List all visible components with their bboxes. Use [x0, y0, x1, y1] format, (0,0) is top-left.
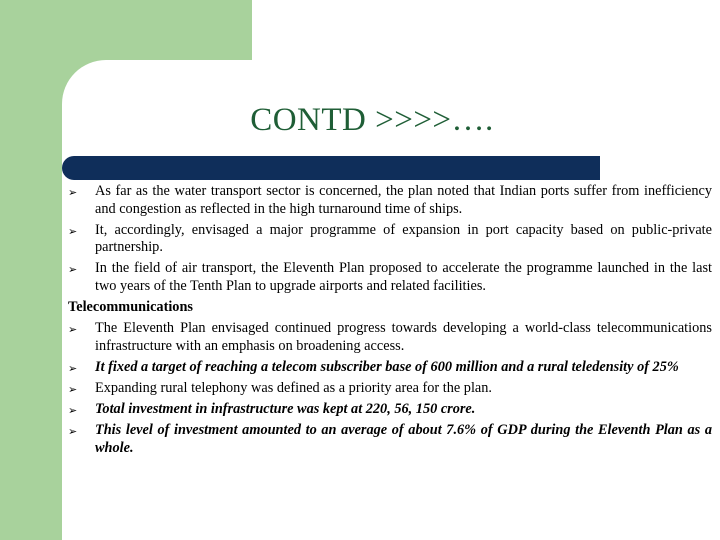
bullet-item: [68, 359, 712, 377]
arrow-bullet-icon: ➢: [68, 425, 78, 439]
bullet-text: It, accordingly, envisaged a major programme of expansion in port capacity based on public-private partnership.: [95, 221, 712, 256]
bullet-item: [68, 422, 712, 457]
arrow-bullet-icon: ➢: [68, 263, 78, 277]
slide-body: [68, 183, 712, 461]
bullet-text: Expanding rural telephony was defined as a priority area for the plan.: [95, 379, 492, 396]
bullet-item: [68, 401, 712, 419]
slide-title: CONTD >>>>….: [250, 102, 494, 138]
bullet-text: Total investment in infrastructure was kept at 220, 56, 150 crore.: [95, 401, 476, 418]
arrow-bullet-icon: ➢: [68, 186, 78, 199]
bullet-item: [68, 183, 712, 218]
arrow-bullet-icon: ➢: [68, 404, 78, 418]
bullet-text: The Eleventh Plan envisaged continued progress towards developing a world-class telecommunications infrastructure with an emphasis on broadening access.: [95, 320, 712, 354]
bullet-item: [68, 222, 712, 257]
arrow-bullet-icon: ➢: [68, 323, 78, 337]
title-divider-bar: [62, 156, 600, 180]
bullet-text: It fixed a target of reaching a telecom subscriber base of 600 million and a rural teledensity of 25%: [95, 358, 679, 375]
arrow-bullet-icon: ➢: [68, 224, 78, 238]
bullet-text: As far as the water transport sector is concerned, the plan noted that Indian ports suffer from inefficiency and congestion as reflected in the high turnaround time of ships.: [95, 183, 712, 217]
arrow-bullet-icon: ➢: [68, 382, 78, 396]
bullet-item: [68, 320, 712, 355]
section-heading: Telecommunications: [68, 299, 193, 316]
arrow-bullet-icon: ➢: [68, 361, 78, 375]
bullet-text: This level of investment amounted to an average of about 7.6% of GDP during the Eleventh Plan as a whole.: [95, 422, 712, 456]
bullet-item: [68, 260, 712, 295]
bullet-item: [68, 380, 712, 398]
bullet-text: In the field of air transport, the Eleventh Plan proposed to accelerate the programme launched in the last two years of the Tenth Plan to upgrade airports and related facilities.: [95, 260, 712, 294]
